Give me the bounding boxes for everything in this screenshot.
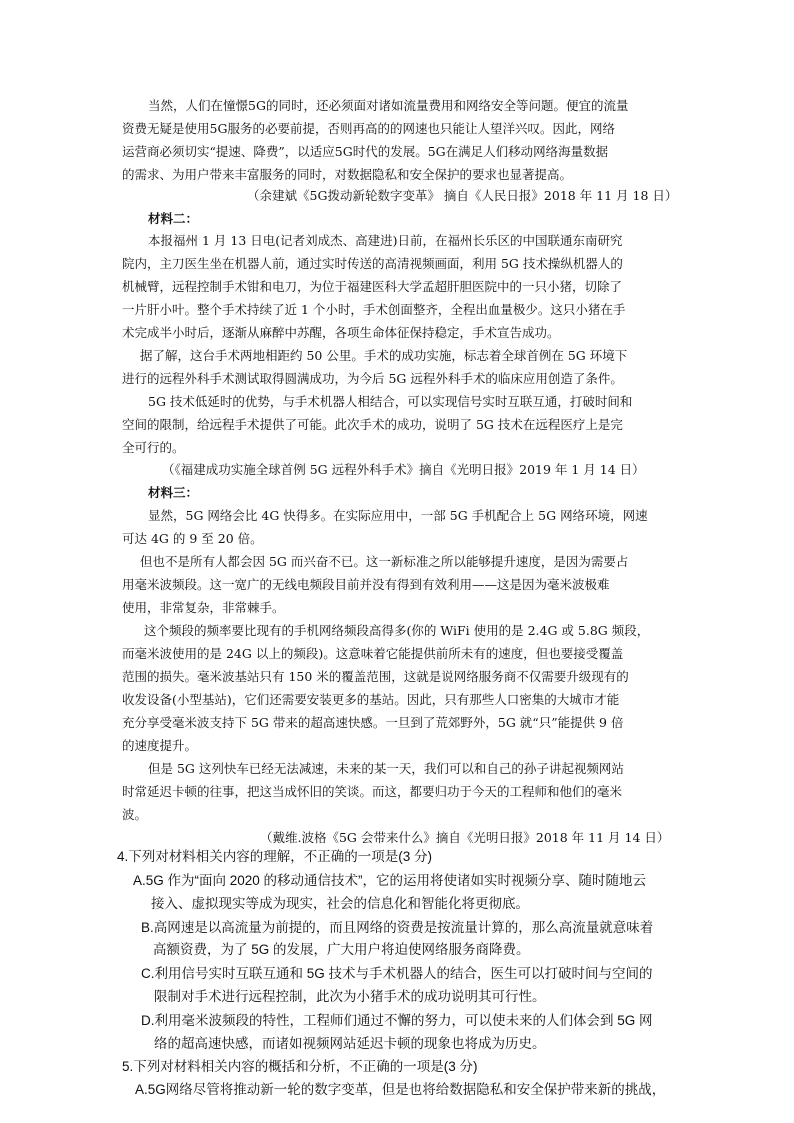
para5-line: 显然，5G 网络会比 4G 快得多。在实际应用中，一部 5G 手机配合上 5G 网络环境，网速 bbox=[148, 508, 648, 523]
para2-line: 机械臂，远程控制手术钳和电刀，为位于福建医科大学孟超肝胆医院中的一只小猪，切除了 bbox=[122, 279, 623, 294]
para7-line: 这个频段的频率要比现有的手机网络频段高得多(你的 WiFi 使用的是 2.4G 或 5.8G 频段， bbox=[144, 623, 650, 638]
para2-line: 术完成半小时后，逐渐从麻醉中苏醒，各项生命体征保持稳定，手术宣告成功。 bbox=[122, 325, 560, 340]
question-4-option-a: A.5G 作为“面向 2020 的移动通信技术”，它的运用将使诸如实时视频分享、随时随地云 bbox=[133, 873, 647, 888]
para2-line: 一片肝小叶。整个手术持续了近 1 个小时，手术创面整齐，全程出血量极少。这只小猪在手 bbox=[122, 302, 626, 317]
question-4-option-d-cont: 络的超高速快感，而诸如视频网站延迟卡顿的现象也将成为历史。 bbox=[154, 1036, 546, 1051]
para6-line: 用毫米波频段。这一宽广的无线电频段目前并没有得到有效利用——这是因为毫米波极难 bbox=[122, 577, 610, 592]
question-4-option-c-cont: 限制对手术进行远程控制，此次为小猪手术的成功说明其可行性。 bbox=[154, 989, 546, 1004]
para8-line: 但是 5G 这列快车已经无法减速，未来的某一天，我们可以和自己的孙子讲起视频网站 bbox=[148, 761, 624, 776]
para1-line: 运营商必须切实“提速、降费”，以适应5G时代的发展。5G在满足人们移动网络海量数据 bbox=[122, 144, 609, 159]
para4-line: 5G 技术低延时的优势，与手术机器人相结合，可以实现信号实时互联互通，打破时间和 bbox=[148, 394, 633, 409]
para4-line: 全可行的。 bbox=[122, 440, 185, 455]
para8-line: 波。 bbox=[122, 807, 148, 822]
question-4-option-b-cont: 高额资费，为了 5G 的发展，广大用户将迫使网络服务商降费。 bbox=[153, 942, 530, 957]
para6-line: 使用，非常复杂，非常棘手。 bbox=[122, 600, 285, 615]
para7-line: 的速度提升。 bbox=[122, 738, 198, 753]
question-4-option-b: B.高网速是以高流量为前提的，而且网络的资费是按流量计算的，那么高流量就意味着 bbox=[141, 920, 654, 935]
source-citation-2: （《福建成功实施全球首例 5G 远程外科手术》摘自《光明日报》2019 年 1 月 14 日） bbox=[162, 462, 645, 477]
para3-line: 进行的远程外科手术测试取得圆满成功，为今后 5G 远程外科手术的临床应用创造了条件。 bbox=[122, 371, 623, 386]
source-citation-3: （戴维.波格《5G 会带来什么》摘自《光明日报》2018 年 11 月 14 日） bbox=[260, 830, 670, 845]
para2-line: 本报福州 1 月 13 日电(记者刘成杰、高建进)日前，在福州长乐区的中国联通东南研究 bbox=[148, 233, 623, 248]
source-citation-1: （余建斌《5G拨动新轮数字变革》 摘自《人民日报》2018 年 11 月 18 日） bbox=[247, 188, 678, 203]
question-5-stem: 5.下列对材料相关内容的概括和分析，不正确的一项是(3 分) bbox=[122, 1059, 478, 1074]
para3-line: 据了解，这台手术两地相距约 50 公里。手术的成功实施，标志着全球首例在 5G 环境下 bbox=[140, 348, 628, 363]
para7-line: 充分享受毫米波支持下 5G 带来的超高速快感。一旦到了荒郊野外，5G 就“只”能提供 9 倍 bbox=[122, 715, 624, 730]
para1-line: 资费无疑是使用5G服务的必要前提，否则再高的的网速也只能让人望洋兴叹。因此，网络 bbox=[122, 121, 615, 136]
material-3-heading: 材料三： bbox=[148, 485, 199, 500]
question-4-option-a-cont: 接入、虚拟现实等成为现实，社会的信息化和智能化将更彻底。 bbox=[151, 896, 529, 911]
question-4-option-c: C.利用信号实时互联互通和 5G 技术与手术机器人的结合，医生可以打破时间与空间的 bbox=[141, 966, 653, 981]
para7-line: 而毫米波使用的是 24G 以上的频段)。这意味着它能提供前所未有的速度，但也要接受覆盖 bbox=[122, 646, 624, 661]
para8-line: 时常延迟卡顿的往事，把这当成怀旧的笑谈。而这，都要归功于今天的工程师和他们的毫米 bbox=[122, 784, 623, 799]
para1-line: 的需求、为用户带来丰富服务的同时，对数据隐私和安全保护的要求也显著提高。 bbox=[122, 167, 573, 182]
para2-line: 院内，主刀医生坐在机器人前，通过实时传送的高清视频画面，利用 5G 技术操纵机器人的 bbox=[122, 256, 623, 271]
para6-line: 但也不是所有人都会因 5G 而兴奋不已。这一新标准之所以能够提升速度，是因为需要占 bbox=[140, 554, 629, 569]
question-4-stem: 4.下列对材料相关内容的理解，不正确的一项是(3 分) bbox=[117, 849, 433, 864]
question-4-option-d: D.利用毫米波频段的特性，工程师们通过不懈的努力，可以使未来的人们体会到 5G 网 bbox=[141, 1013, 653, 1028]
para7-line: 范围的损失。毫米波基站只有 150 米的覆盖范围，这就是说网络服务商不仅需要升级现有的 bbox=[122, 669, 629, 684]
material-2-heading: 材料二： bbox=[148, 211, 199, 226]
para7-line: 收发设备(小型基站)，它们还需要安装更多的基站。因此，只有那些人口密集的大城市才能 bbox=[122, 692, 620, 707]
para4-line: 空间的限制，给远程手术提供了可能。此次手术的成功，说明了 5G 技术在远程医疗上是完 bbox=[122, 417, 623, 432]
question-5-option-a: A.5G网络尽管将推动新一轮的数字变革，但是也将给数据隐私和安全保护带来新的挑战， bbox=[135, 1082, 666, 1097]
para1-line: 当然，人们在憧憬5G的同时，还必须面对诸如流量费用和网络安全等问题。便宜的流量 bbox=[148, 98, 629, 113]
para5-line: 可达 4G 的 9 至 20 倍。 bbox=[122, 531, 263, 546]
